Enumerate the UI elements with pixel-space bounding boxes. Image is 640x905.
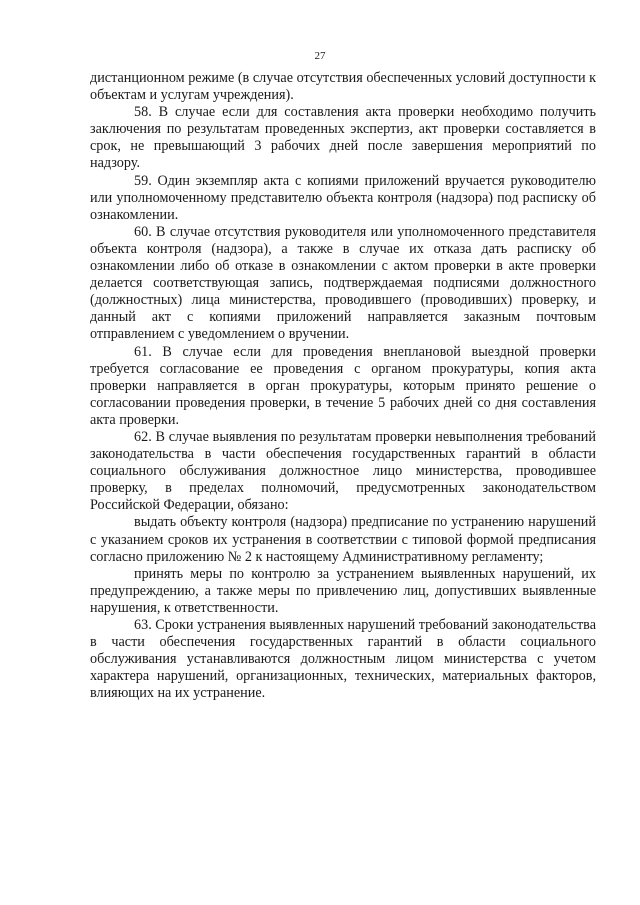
paragraph-62-item-1: выдать объекту контроля (надзора) предписание по устранению нарушений с указанием сроков их устранения в соответствии с типовой формой предписания согласно приложению № 2 к настоящему Административному регламенту; xyxy=(90,514,596,565)
paragraph-62-item-2: принять меры по контролю за устранением выявленных нарушений, их предупреждению, а также меры по привлечению лиц, допустивших выявленные нарушения, к ответственности. xyxy=(90,565,596,616)
paragraph-59: 59. Один экземпляр акта с копиями приложений вручается руководителю или уполномоченному представителю объекта контроля (надзора) под расписку об ознакомлении. xyxy=(90,172,596,223)
page-number: 27 xyxy=(314,50,326,62)
paragraph-62: 62. В случае выявления по результатам проверки невыполнения требований законодательства в части обеспечения государственных гарантий в области социального обслуживания должностное лицо министерства, проводившее проверку, в пределах полномочий, предусмотренных законодательством Российской Федерации, обязано: xyxy=(90,428,596,514)
paragraph-58: 58. В случае если для составления акта проверки необходимо получить заключения по результатам проведенных экспертиз, акт проверки составляется в срок, не превышающий 3 рабочих дней после завершения мероприятий по надзору. xyxy=(90,104,596,172)
paragraph-61: 61. В случае если для проведения внеплановой выездной проверки требуется согласование ее проведения с органом прокуратуры, копия акта проверки направляется в орган прокуратуры, которым принято решение о согласовании проведения проверки, в течение 5 рабочих дней со дня составления акта проверки. xyxy=(90,343,596,428)
paragraph-63: 63. Сроки устранения выявленных нарушений требований законодательства в части обеспечения государственных гарантий в области социального обслуживания устанавливаются должностным лицом министерства с учетом характера нарушений, организационных, технических, материальных факторов, влияющих на их устранение. xyxy=(90,617,596,702)
paragraph-60: 60. В случае отсутствия руководителя или уполномоченного представителя объекта контроля (надзора), а также в случае их отказа дать расписку об ознакомлении либо об отказе в ознакомлении с актом проверки в акте проверки делается соответствующая запись, подтверждаемая подписями должностного (должностных) лица министерства, проводившего (проводивших) проверку, и данный акт с копиями приложений направляется заказным почтовым отправлением с уведомлением о вручении. xyxy=(90,223,596,343)
paragraph-continuation: дистанционном режиме (в случае отсутствия обеспеченных условий доступности к объектам и услугам учреждения). xyxy=(90,70,596,104)
document-body xyxy=(90,70,596,702)
